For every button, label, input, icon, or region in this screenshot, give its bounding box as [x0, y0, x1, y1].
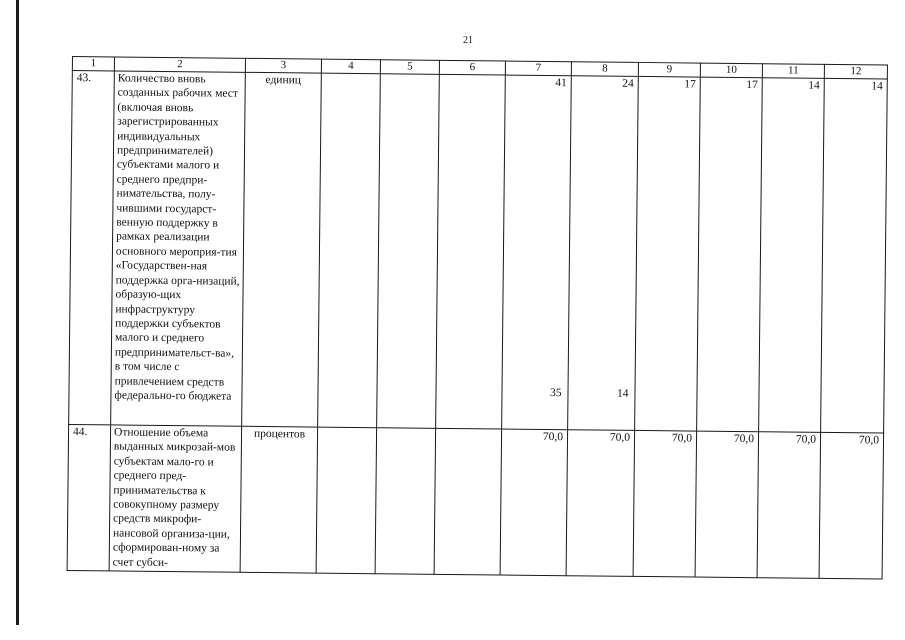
- indicators-table: [67, 56, 888, 580]
- header-col-10: 10: [700, 63, 762, 78]
- value-col-8-federal: 14: [616, 387, 629, 400]
- header-col-11: 11: [762, 64, 824, 79]
- value-col-8-total: 24: [622, 77, 634, 90]
- value-col-8: [568, 76, 639, 431]
- value-col-9: 70,0: [633, 430, 697, 577]
- value-col-6: [434, 428, 502, 575]
- header-col-1: 1: [72, 57, 114, 71]
- scan-edge-line: [16, 0, 19, 625]
- header-col-9: 9: [638, 62, 700, 77]
- value-col-10: 70,0: [695, 431, 759, 578]
- value-col-7-federal: 35: [549, 387, 562, 400]
- value-col-12: 70,0: [819, 432, 884, 579]
- page-number: 21: [463, 35, 473, 46]
- header-col-12: 12: [824, 64, 887, 79]
- value-col-7: [502, 75, 572, 430]
- value-col-9: 17: [635, 76, 701, 431]
- table-row: [69, 71, 888, 434]
- header-col-8: 8: [571, 62, 638, 77]
- value-col-5: [375, 428, 436, 575]
- header-col-3: 3: [245, 58, 321, 73]
- header-col-4: 4: [321, 59, 380, 74]
- table-row: [67, 424, 883, 579]
- indicator-name: Отношение объема выданных микрозай-мов субъектам мало-го и среднего пред-принимательства к совокупному размеру средств микрофи-нансовой организа-ции, сформирован-ному за счет субси-: [109, 425, 242, 572]
- value-col-8: 70,0: [566, 430, 635, 577]
- indicator-name: Количество вновь созданных рабочих мест (включая вновь зарегистрированных индивидуальных предпринимателей) субъектами малого и среднего предпри-нимательства, полу-чившими государст-венную поддержку в рамках реализации основного мероприя-тия «Государствен-ная поддержка орга-низаций, образую-щих инфраструктуру поддержки субъектов малого и среднего предпринимательст-ва», в том числе с привлечением средств федерально-го бюджета: [111, 71, 246, 426]
- value-col-6: [436, 74, 506, 429]
- value-col-4: [318, 73, 381, 428]
- indicators-table-wrapper: [67, 56, 887, 585]
- unit-cell: единиц: [242, 72, 322, 427]
- header-col-6: 6: [439, 60, 505, 75]
- value-col-11: 70,0: [757, 432, 821, 579]
- value-col-11: 14: [759, 78, 825, 433]
- header-col-5: 5: [380, 60, 439, 75]
- value-col-7-total: 41: [555, 77, 567, 90]
- row-number: 43.: [69, 71, 115, 425]
- value-col-7: 70,0: [500, 429, 568, 576]
- row-number: 44.: [67, 424, 111, 570]
- value-col-4: [316, 427, 377, 574]
- value-col-5: [377, 74, 440, 429]
- value-col-12: 14: [821, 78, 888, 433]
- header-col-7: 7: [505, 61, 571, 76]
- header-col-2: 2: [114, 57, 245, 72]
- unit-cell: процентов: [240, 426, 318, 573]
- value-col-10: 17: [697, 77, 763, 432]
